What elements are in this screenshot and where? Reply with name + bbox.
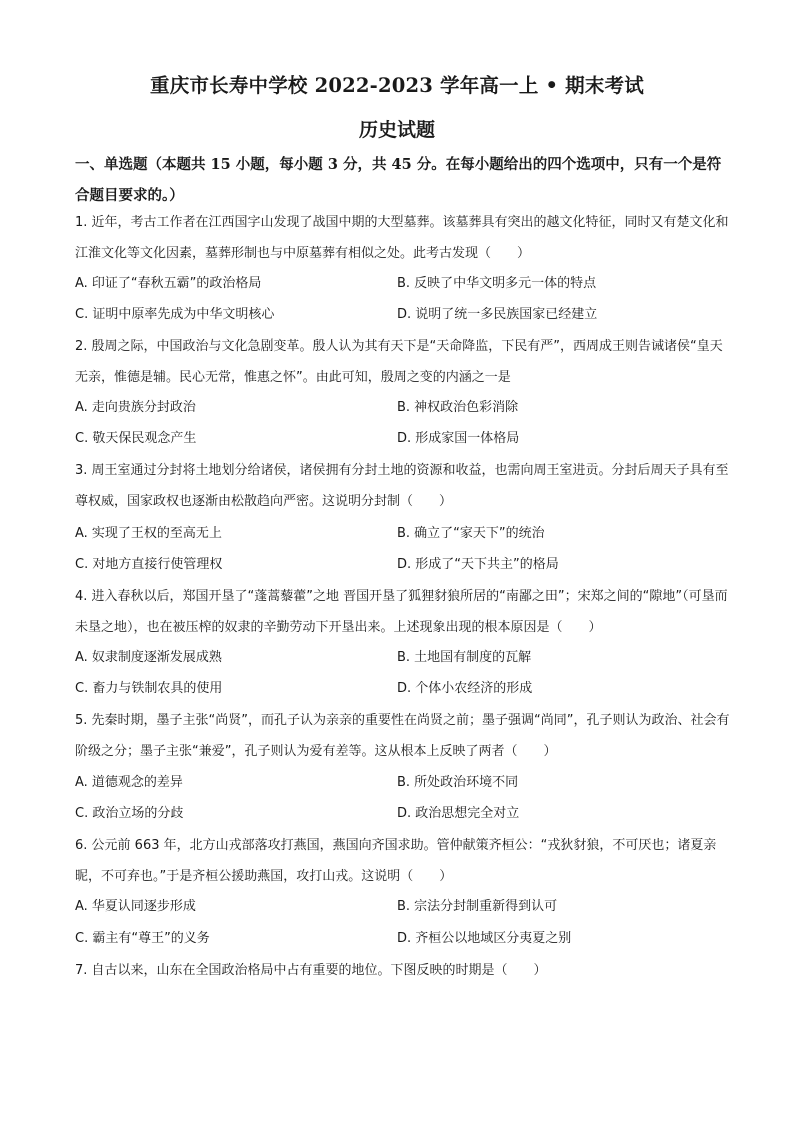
- question-3-option-d[interactable]: D. 形成了“天下共主”的格局: [397, 557, 559, 572]
- question-1-stem: 1. 近年，考古工作者在江西国字山发现了战国中期的大型墓葬。该墓葬具有突出的越文化特征，同时又有楚文化和江淮文化等文化因素，墓葬形制也与中原墓葬有相似之处。此考古发现（ ）: [75, 215, 729, 261]
- question-6-stem: 6. 公元前 663 年，北方山戎部落攻打燕国，燕国向齐国求助。管仲献策齐桓公：“戎狄豺狼，不可厌也；诸夏亲昵，不可弃也。”于是齐桓公援助燕国，攻打山戎。这说明（ ）: [75, 838, 717, 884]
- question-2-option-b[interactable]: B. 神权政治色彩消除: [397, 400, 519, 415]
- question-5-option-b[interactable]: B. 所处政治环境不同: [397, 775, 519, 790]
- exam-title: 重庆市长寿中学校 2022-2023 学年高一上 • 期末考试: [150, 74, 644, 97]
- question-4-option-b[interactable]: B. 土地国有制度的瓦解: [397, 650, 532, 665]
- question-2-option-c[interactable]: C. 敬天保民观念产生: [75, 431, 197, 446]
- question-6-option-a[interactable]: A. 华夏认同逐步形成: [75, 899, 196, 914]
- question-5-option-a[interactable]: A. 道德观念的差异: [75, 775, 183, 790]
- question-4-stem: 4. 进入春秋以后，郑国开垦了“蓬蒿藜藿”之地 晋国开垦了狐狸豺狼所居的“南鄙之田”；宋郑之间的“隙地”（可垦而未垦之地），也在被压榨的奴隶的辛勤劳动下开垦出来。上述现象出现的根本原因是（ ）: [75, 589, 728, 635]
- question-2-stem: 2. 殷周之际，中国政治与文化急剧变革。殷人认为其有天下是“天命降监，下民有严”，西周成王则告诫诸侯“皇天无亲，惟德是辅。民心无常，惟惠之怀”。由此可知，殷周之变的内涵之一是: [75, 339, 723, 385]
- question-5-option-c[interactable]: C. 政治立场的分歧: [75, 806, 184, 821]
- question-4-option-d[interactable]: D. 个体小农经济的形成: [397, 681, 533, 696]
- question-1-option-b[interactable]: B. 反映了中华文明多元一体的特点: [397, 276, 597, 291]
- question-1-option-d[interactable]: D. 说明了统一多民族国家已经建立: [397, 307, 598, 322]
- question-3-stem: 3. 周王室通过分封将土地划分给诸侯，诸侯拥有分封土地的资源和收益，也需向周王室进贡。分封后周天子具有至尊权威，国家政权也逐渐由松散趋向严密。这说明分封制（ ）: [75, 463, 729, 509]
- section-heading: 一、单选题（本题共 15 小题，每小题 3 分，共 45 分。在每小题给出的四个选项中，只有一个是符合题目要求的。）: [75, 156, 722, 204]
- question-4-option-a[interactable]: A. 奴隶制度逐渐发展成熟: [75, 650, 222, 665]
- question-5-stem: 5. 先秦时期，墨子主张“尚贤”，而孔子认为亲亲的重要性在尚贤之前；墨子强调“尚同”，孔子则认为政治、社会有阶级之分；墨子主张“兼爱”，孔子则认为爱有差等。这从根本上反映了两者（ ）: [75, 713, 730, 759]
- question-6-option-c[interactable]: C. 霸主有“尊王”的义务: [75, 931, 210, 946]
- question-3-option-a[interactable]: A. 实现了王权的至高无上: [75, 526, 222, 541]
- question-6-option-d[interactable]: D. 齐桓公以地域区分夷夏之别: [397, 931, 572, 946]
- question-1-option-a[interactable]: A. 印证了“春秋五霸”的政治格局: [75, 276, 262, 291]
- exam-subject: 历史试题: [358, 119, 435, 141]
- question-3-option-b[interactable]: B. 确立了“家天下”的统治: [397, 526, 545, 541]
- question-4-option-c[interactable]: C. 畜力与铁制农具的使用: [75, 681, 223, 696]
- question-7-stem: 7. 自古以来，山东在全国政治格局中占有重要的地位。下图反映的时期是（ ）: [75, 963, 547, 978]
- question-1-option-c[interactable]: C. 证明中原率先成为中华文明核心: [75, 307, 275, 322]
- question-6-option-b[interactable]: B. 宗法分封制重新得到认可: [397, 899, 558, 914]
- question-3-option-c[interactable]: C. 对地方直接行使管理权: [75, 557, 223, 572]
- question-2-option-d[interactable]: D. 形成家国一体格局: [397, 431, 520, 446]
- question-5-option-d[interactable]: D. 政治思想完全对立: [397, 806, 520, 821]
- question-2-option-a[interactable]: A. 走向贵族分封政治: [75, 400, 196, 415]
